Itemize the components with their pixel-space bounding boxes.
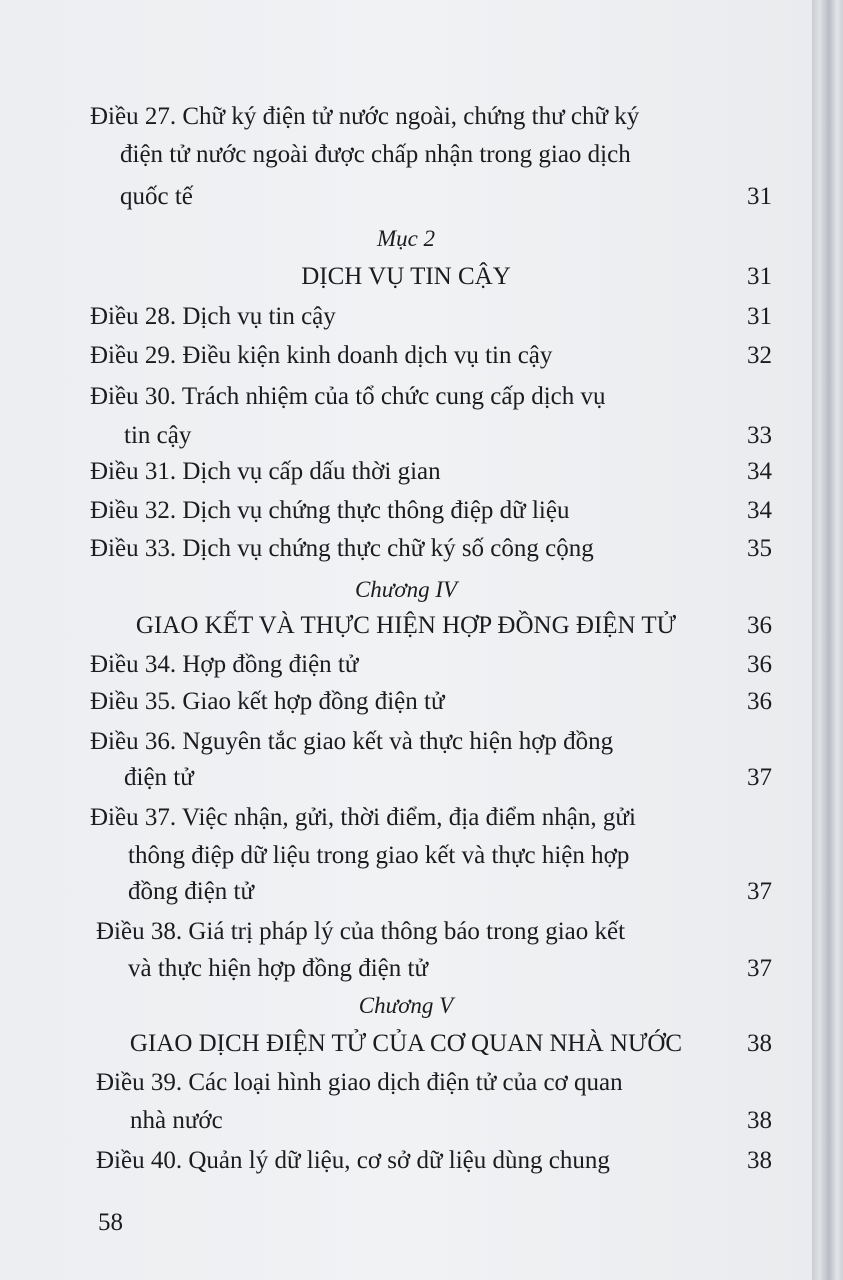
section-heading-text: DỊCH VỤ TIN CẬY <box>301 263 511 290</box>
chapter-label-text: Chương V <box>358 993 454 1018</box>
toc-text: quốc tế <box>120 183 193 210</box>
chapter-label <box>0 571 812 609</box>
toc-text: Điều 39. Các loại hình giao dịch điện tử của cơ quan <box>96 1069 623 1096</box>
toc-text: Điều 40. Quản lý dữ liệu, cơ sở dữ liệu dùng chung <box>96 1147 610 1174</box>
toc-page-number: 36 <box>747 651 772 678</box>
toc-line <box>0 723 812 761</box>
page-number: 58 <box>98 1209 123 1236</box>
chapter-heading <box>0 1025 812 1063</box>
chapter-label-text: Chương IV <box>354 577 458 602</box>
toc-text: Điều 29. Điều kiện kinh doanh dịch vụ tin cậy <box>90 342 553 369</box>
toc-text: điện tử <box>124 764 194 791</box>
toc-page-number: 38 <box>747 1147 772 1174</box>
toc-text: Điều 33. Dịch vụ chứng thực chữ ký số công cộng <box>90 535 594 562</box>
toc-line <box>0 453 812 491</box>
toc-line <box>0 759 812 797</box>
section-heading <box>0 258 812 296</box>
chapter-heading <box>0 607 812 645</box>
toc-line <box>0 799 812 837</box>
toc-page-number: 32 <box>747 342 772 369</box>
toc-line <box>0 1064 812 1102</box>
toc-page-number: 34 <box>747 458 772 485</box>
toc-text: Điều 37. Việc nhận, gửi, thời điểm, địa điểm nhận, gửi <box>90 804 636 831</box>
toc-text: Điều 38. Giá trị pháp lý của thông báo trong giao kết <box>96 918 626 945</box>
toc-line <box>0 492 812 530</box>
toc-text: Điều 34. Hợp đồng điện tử <box>90 651 359 678</box>
toc-text: và thực hiện hợp đồng điện tử <box>128 955 428 982</box>
toc-page-number: 33 <box>747 422 772 449</box>
toc-line <box>0 683 812 721</box>
toc-page-number: 38 <box>747 1030 772 1057</box>
toc-text: Điều 32. Dịch vụ chứng thực thông điệp dữ liệu <box>90 497 570 524</box>
toc-text: Điều 30. Trách nhiệm của tổ chức cung cấp dịch vụ <box>90 383 606 410</box>
toc-text: Điều 36. Nguyên tắc giao kết và thực hiện hợp đồng <box>90 728 614 755</box>
toc-line <box>0 646 812 684</box>
toc-line <box>0 136 812 174</box>
toc-line <box>0 1142 812 1180</box>
chapter-heading-text: GIAO DỊCH ĐIỆN TỬ CỦA CƠ QUAN NHÀ NƯỚC <box>129 1030 683 1057</box>
toc-page-number: 38 <box>747 1107 772 1134</box>
toc-page-number: 31 <box>747 263 772 290</box>
page-edge <box>812 0 843 1280</box>
toc-line <box>0 950 812 988</box>
toc-text: thông điệp dữ liệu trong giao kết và thực hiện hợp <box>128 842 630 869</box>
toc-page-number: 34 <box>747 497 772 524</box>
toc-line <box>0 417 812 455</box>
toc-line <box>0 530 812 568</box>
toc-line <box>0 1102 812 1140</box>
toc-line <box>0 378 812 416</box>
section-label <box>0 220 812 258</box>
toc-text: Điều 35. Giao kết hợp đồng điện tử <box>90 688 445 715</box>
section-label-text: Mục 2 <box>376 226 436 251</box>
toc-line <box>0 98 812 136</box>
toc-text: đồng điện tử <box>128 878 255 905</box>
toc-line <box>0 913 812 951</box>
toc-text: điện tử nước ngoài được chấp nhận trong giao dịch <box>120 141 631 168</box>
toc-text: Điều 28. Dịch vụ tin cậy <box>90 303 336 330</box>
toc-page-number: 36 <box>747 688 772 715</box>
toc-line <box>0 298 812 336</box>
chapter-label <box>0 987 812 1025</box>
chapter-heading-text: GIAO KẾT VÀ THỰC HIỆN HỢP ĐỒNG ĐIỆN TỬ <box>135 612 677 639</box>
toc-line <box>0 837 812 875</box>
toc-page-number: 36 <box>747 612 772 639</box>
toc-line <box>0 337 812 375</box>
toc-page-number: 31 <box>747 183 772 210</box>
toc-text: tin cậy <box>124 422 192 449</box>
toc-text: nhà nước <box>130 1107 223 1134</box>
toc-line <box>0 873 812 911</box>
toc-page-number: 31 <box>747 303 772 330</box>
toc-text: Điều 27. Chữ ký điện tử nước ngoài, chứng thư chữ ký <box>90 103 640 130</box>
toc-line <box>0 178 812 216</box>
toc-page-number: 37 <box>747 955 772 982</box>
toc-page-number: 35 <box>747 535 772 562</box>
toc-page-number: 37 <box>747 878 772 905</box>
toc-page-number: 37 <box>747 764 772 791</box>
toc-text: Điều 31. Dịch vụ cấp dấu thời gian <box>90 458 441 485</box>
